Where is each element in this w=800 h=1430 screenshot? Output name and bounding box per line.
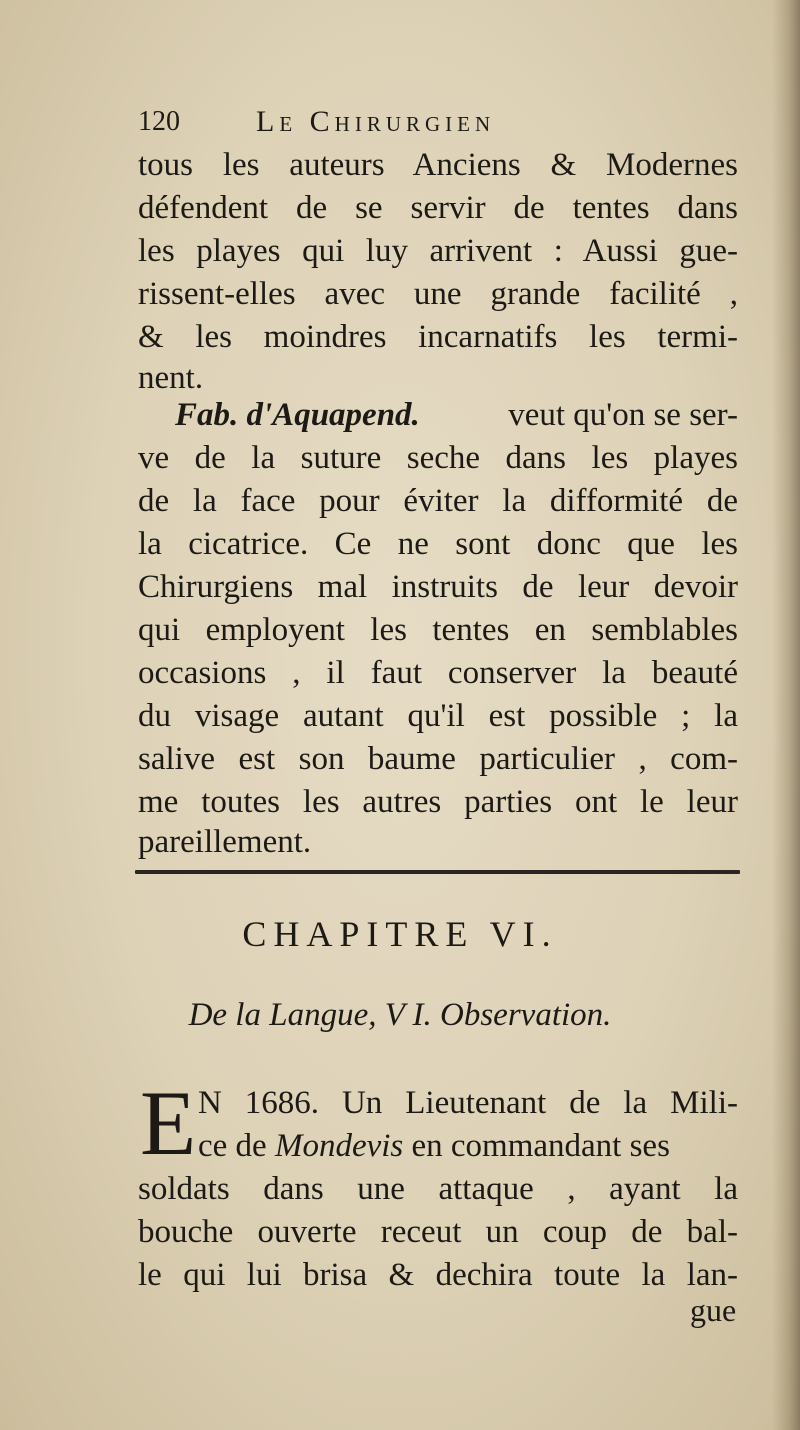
text-line: bouche ouverte receut un coup de bal- <box>138 1214 738 1250</box>
author-reference: Fab. d'Aquapend. <box>175 397 420 433</box>
text-line: & les moindres incarnatifs les termi- <box>138 319 738 355</box>
text-line: pareillement. <box>138 824 312 860</box>
text-line: la cicatrice. Ce ne sont donc que les <box>138 526 738 562</box>
text-line: de la face pour éviter la difformité de <box>138 483 738 519</box>
text-line: rissent-elles avec une grande facilité , <box>138 276 738 312</box>
text-fragment: en commandant ses <box>403 1128 670 1164</box>
running-head: Le Chirurgien <box>256 105 496 138</box>
text-line: tous les auteurs Anciens & Modernes <box>138 147 738 183</box>
text-line: ve de la suture seche dans les playes <box>138 440 738 476</box>
text-fragment: ce de <box>198 1128 275 1164</box>
text-line: N 1686. Un Lieutenant de la Mili- <box>198 1085 738 1121</box>
page-header <box>138 100 738 144</box>
text-line: nent. <box>138 360 204 396</box>
text-line: défendent de se servir de tentes dans <box>138 190 738 226</box>
text-line-with-place <box>198 1126 738 1166</box>
catchword: gue <box>690 1292 737 1328</box>
text-fragment: veut qu'on se ser- <box>508 397 738 433</box>
text-line: qui employent les tentes en semblables <box>138 612 738 648</box>
text-line: occasions , il faut conserver la beauté <box>138 655 738 691</box>
text-line: salive est son baume particulier , com- <box>138 741 738 777</box>
paragraph-first-line <box>175 395 738 435</box>
section-divider <box>135 870 740 874</box>
text-line: le qui lui brisa & dechira toute la lan- <box>138 1257 738 1293</box>
text-line: Chirurgiens mal instruits de leur devoir <box>138 569 738 605</box>
place-name: Mondevis <box>274 1128 404 1164</box>
page-number: 120 <box>138 106 180 137</box>
text-line: soldats dans une attaque , ayant la <box>138 1171 738 1207</box>
chapter-title: CHAPITRE VI. <box>242 914 558 954</box>
text-line: les playes qui luy arrivent : Aussi gue- <box>138 233 738 269</box>
chapter-subtitle: De la Langue, V I. Observation. <box>188 997 612 1033</box>
text-line: me toutes les autres parties ont le leur <box>138 784 738 820</box>
drop-cap: E <box>140 1072 197 1174</box>
text-line: du visage autant qu'il est possible ; la <box>138 698 738 734</box>
page-edge-shadow <box>772 0 800 1430</box>
